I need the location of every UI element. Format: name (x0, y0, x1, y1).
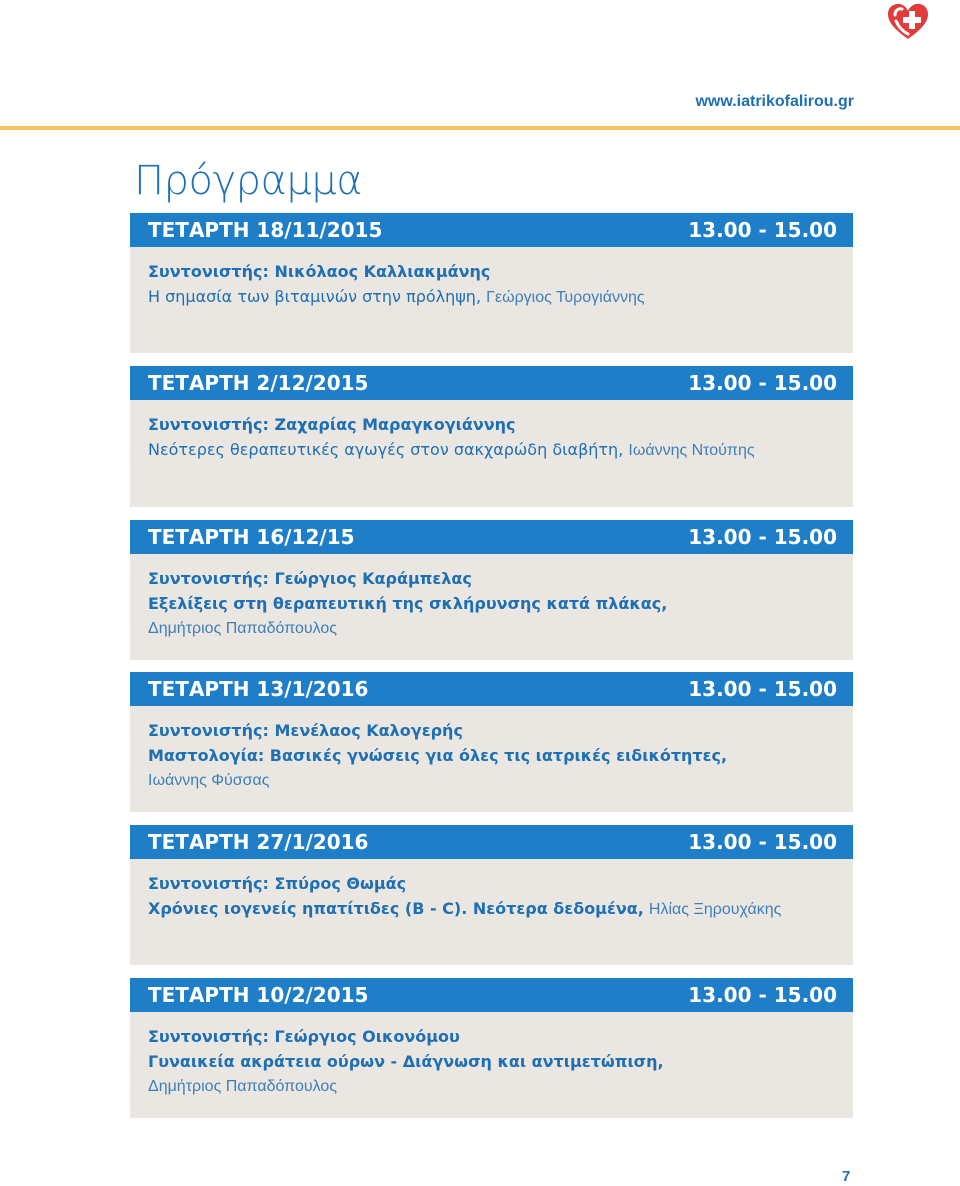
session-topic: Μαστολογία: Βασικές γνώσεις για όλες τις ιατρικές ειδικότητες, (148, 746, 728, 765)
session-talk (148, 284, 835, 310)
session-coordinator: Συντονιστής: Ζαχαρίας Μαραγκογιάννης (148, 415, 516, 434)
page-number: 7 (842, 1168, 851, 1185)
session-time: 13.00 - 15.00 (688, 983, 837, 1007)
session-coordinator: Συντονιστής: Νικόλαος Καλλιακμάνης (148, 262, 491, 281)
session-date: ΤΕΤΑΡΤΗ 16/12/15 (148, 525, 355, 549)
session-date: ΤΕΤΑΡΤΗ 13/1/2016 (148, 677, 369, 701)
session-date: ΤΕΤΑΡΤΗ 10/2/2015 (148, 983, 369, 1007)
session-topic: Χρόνιες ιογενείς ηπατίτιδες (Β - C). Νεότερα δεδομένα, (148, 899, 644, 918)
header-divider (0, 126, 960, 130)
session-speaker: Δημήτριος Παπαδόπουλος (148, 620, 338, 637)
session-speaker: Ιωάννης Φύσσας (148, 772, 270, 789)
session-body (130, 247, 853, 353)
session-coordinator: Συντονιστής: Γεώργιος Οικονόμου (148, 1027, 460, 1046)
session-header (130, 520, 853, 554)
session-time: 13.00 - 15.00 (688, 371, 837, 395)
session-time: 13.00 - 15.00 (688, 677, 837, 701)
session-body (130, 1012, 853, 1118)
session-talk (148, 437, 835, 463)
session-header (130, 978, 853, 1012)
page-title: Πρόγραμμα (134, 158, 363, 204)
session-header (130, 213, 853, 247)
session-header (130, 672, 853, 706)
session-block (130, 366, 853, 507)
session-time: 13.00 - 15.00 (688, 218, 837, 242)
session-body (130, 859, 853, 965)
session-time: 13.00 - 15.00 (688, 830, 837, 854)
heart-cross-logo-icon (886, 2, 930, 42)
session-block (130, 213, 853, 353)
session-date: ΤΕΤΑΡΤΗ 2/12/2015 (148, 371, 369, 395)
session-speaker: Ιωάννης Ντούπης (628, 442, 755, 459)
session-block (130, 672, 853, 812)
session-block (130, 520, 853, 660)
session-time: 13.00 - 15.00 (688, 525, 837, 549)
session-date: ΤΕΤΑΡΤΗ 27/1/2016 (148, 830, 369, 854)
session-talk (148, 896, 835, 922)
session-coordinator: Συντονιστής: Γεώργιος Καράμπελας (148, 569, 472, 588)
session-speaker: Ηλίας Ξηρουχάκης (648, 901, 782, 918)
session-block (130, 978, 853, 1118)
session-speaker: Δημήτριος Παπαδόπουλος (148, 1078, 338, 1095)
session-topic: Εξελίξεις στη θεραπευτική της σκλήρυνσης κατά πλάκας, (148, 594, 668, 613)
session-speaker: Γεώργιος Τυρογιάννης (486, 289, 645, 306)
session-block (130, 825, 853, 965)
session-topic: Γυναικεία ακράτεια ούρων - Διάγνωση και αντιμετώπιση, (148, 1052, 664, 1071)
session-coordinator: Συντονιστής: Μενέλαος Καλογερής (148, 721, 463, 740)
session-topic: Η σημασία των βιταμινών στην πρόληψη, (148, 287, 482, 306)
website-link[interactable]: www.iatrikofalirou.gr (695, 93, 854, 110)
session-body (130, 706, 853, 812)
session-header (130, 825, 853, 859)
session-coordinator: Συντονιστής: Σπύρος Θωμάς (148, 874, 407, 893)
session-header (130, 366, 853, 400)
session-body (130, 400, 853, 507)
session-topic: Νεότερες θεραπευτικές αγωγές στον σακχαρώδη διαβήτη, (148, 440, 624, 459)
session-body (130, 554, 853, 660)
session-date: ΤΕΤΑΡΤΗ 18/11/2015 (148, 218, 383, 242)
